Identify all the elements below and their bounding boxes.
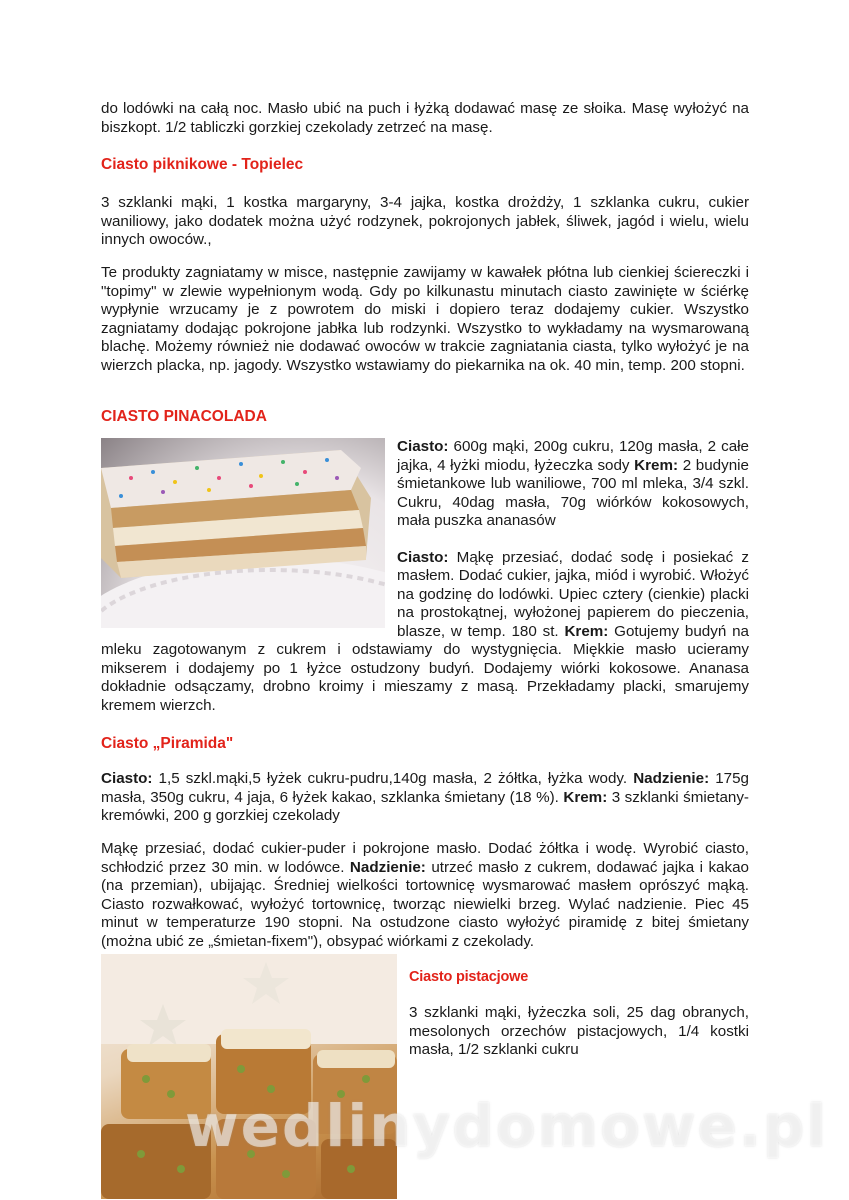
pinacolada-method: Ciasto: Mąkę przesiać, dodać sodę i posiekać z masłem. Dodać cukier, jajka, miód i wyrobić. Włożyć na godzinę do lodówki. Upiec cztery (cienkie) placki na prostokątnej, wyłożonej papierem do pieczenia, blasze, w temp. 180 st. Krem: Gotujemy budyń na mleku zagotowanym z cukrem i odstawiamy do wystygnięcia. Miękkie masło ucieramy mikserem i dodajemy po 1 łyżce ostudzony budyń. Dodajemy wiórki kokosowe. Ananasa dokładnie odsączamy, drobno kroimy i mieszamy z masą. Przekładamy placki, smarujemy kremem wierzch.: [101, 548, 749, 714]
pinacolada-section: [101, 438, 749, 715]
pinacolada-label-krem: Krem:: [634, 456, 679, 474]
intro-paragraph: do lodówki na całą noc. Masło ubić na puch i łyżką dodawać masę ze słoika. Masę wyłożyć na biszkopt. 1/2 tabliczki gorzkiej czekolady zetrzeć na masę.: [101, 100, 749, 136]
topielec-ingredients: 3 szklanki mąki, 1 kostka margaryny, 3-4 jajka, kostka drożdży, 1 szklanka cukru, cukier waniliowy, jako dodatek można użyć rodzynek, pokrojonych jabłek, śliwek, jagód i wielu, wielu innych owoców.,: [101, 194, 749, 248]
watermark-text: wedlinydomowe.pl: [185, 1092, 829, 1160]
piramida-method: Mąkę przesiać, dodać cukier-puder i pokrojone masło. Dodać żółtka i wodę. Wyrobić ciasto, schłodzić przez 30 min. w lodówce. Nadzienie: utrzeć masło z cukrem, dodawać jajka i kakao (na przemian), ubijając. Średniej wielkości tortownicę wysmarować masłem oprószyć mąką. Ciasto rozwałkować, wyłożyć tortownicę, tworząc niewielki brzeg. Wylać nadzienie. Piec 45 minut w temperaturze 190 stopni. Na ostudzone ciasto wyłożyć piramidę z bitej śmietany (można ubić ze „śmietan-fixem"), obsypać wiórkami z czekolady.: [101, 840, 749, 950]
pinacolada-ingredients: Ciasto: 600g mąki, 200g cukru, 120g masła, 2 całe jajka, 4 łyżki miodu, łyżeczka sody Krem: 2 budynie śmietankowe lub waniliowe, 700 ml mleka, 3/4 szkl. Cukru, 40dag masła, 70g wiórków kokosowych, mała puszka ananasów: [397, 438, 749, 529]
pinacolada-label-ciasto: Ciasto:: [397, 438, 449, 455]
pinacolada-method-label-krem: Krem:: [564, 622, 609, 640]
piramida-title: Ciasto „Piramida": [101, 735, 234, 752]
pinacolada-title: CIASTO PINACOLADA: [101, 408, 267, 425]
pinacolada-method-label-ciasto: Ciasto:: [397, 548, 449, 566]
pistacjowe-section: [101, 954, 749, 1199]
piramida-ingredients: Ciasto: 1,5 szkl.mąki,5 łyżek cukru-pudru,140g masła, 2 żółtka, łyżka wody. Nadzienie: 175g masła, 350g cukru, 4 jaja, 6 łyżek kakao, szklanka śmietany (18 %). Krem: 3 szklanki śmietany-kremówki, 200 g gorzkiej czekolady: [101, 770, 749, 824]
pinacolada-cake-photo: [101, 438, 385, 628]
topielec-title: Ciasto piknikowe - Topielec: [101, 156, 304, 173]
topielec-method: Te produkty zagniatamy w misce, następnie zawijamy w kawałek płótna lub cienkiej ściereczki i "topimy" w zlewie wypełnionym wodą. Gdy po kilkunastu minutach ciasto zawinięte w ściérkę wypłynie wrzucamy je z powrotem do miski i dopiero teraz dodajemy cukier. Wszystko zagniatamy dodając pokrojone jabłka lub rodzynki. Wszystko to wykładamy na wysmarowaną blachę. Możemy również nie dodawać owoców w trakcie zagniatania ciasta, tylko wyłożyć je na wierzch placka, np. jagody. Wszystko wstawiamy do piekarnika na ok. 40 min, temp. 200 stopni.: [101, 264, 749, 374]
piramida-label-ciasto: Ciasto:: [101, 770, 153, 787]
piramida-method-label-nadzienie: Nadzienie:: [349, 858, 426, 876]
pistacjowe-title: Ciasto pistacjowe: [409, 969, 529, 985]
piramida-label-krem: Krem:: [563, 788, 608, 806]
pistachio-cake-photo: [101, 954, 397, 1199]
pistacjowe-ingredients: 3 szklanki mąki, łyżeczka soli, 25 dag obranych, mesolonych orzechów pistacjowych, 1/4 kostki masła, 1/2 szklanki cukru: [409, 1004, 749, 1058]
piramida-label-nadzienie: Nadzienie:: [633, 770, 710, 787]
